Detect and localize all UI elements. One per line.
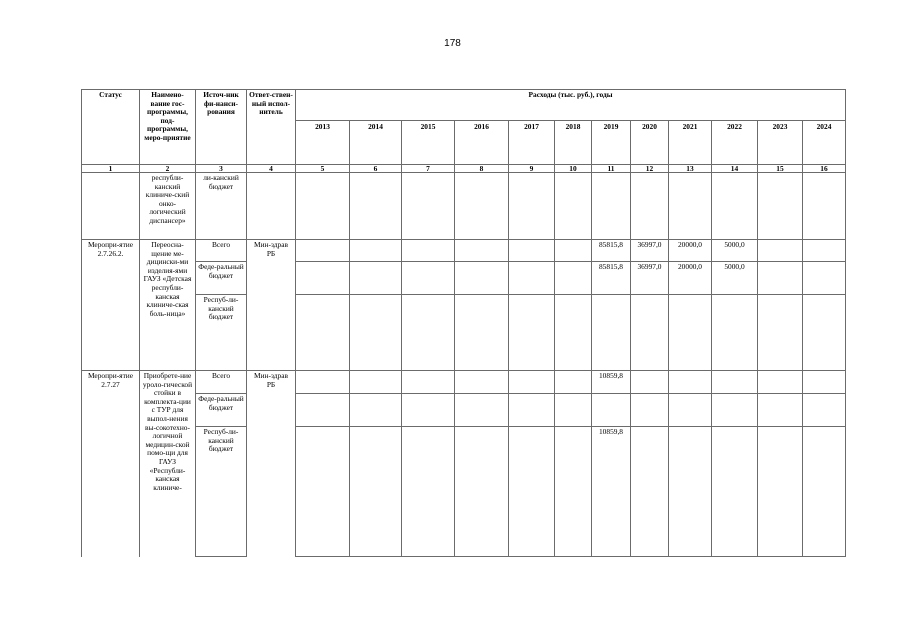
value-cell — [592, 295, 631, 371]
year-2020: 2020 — [631, 121, 669, 165]
value-cell — [509, 427, 555, 557]
value-cell — [296, 427, 350, 557]
year-2024: 2024 — [803, 121, 846, 165]
value-cell — [402, 427, 455, 557]
value-cell — [350, 427, 402, 557]
value-cell — [712, 427, 758, 557]
value-cell — [631, 295, 669, 371]
year-2023: 2023 — [758, 121, 803, 165]
name-cell: республи-канский клиниче-ский онко-логический диспансер» — [140, 173, 196, 240]
value-cell — [350, 173, 402, 240]
value-cell — [509, 173, 555, 240]
source-cell: Всего — [196, 371, 247, 394]
header-source: Источ-ник фи-нанси-рования — [196, 90, 247, 165]
value-cell — [758, 295, 803, 371]
event-2-7-27-republic-row — [82, 427, 846, 557]
value-cell — [350, 371, 402, 394]
value-cell — [555, 371, 592, 394]
source-cell: Феде-ральный бюджет — [196, 394, 247, 427]
value-cell — [631, 371, 669, 394]
value-cell — [509, 240, 555, 262]
column-number: 6 — [350, 165, 402, 173]
value-cell — [631, 427, 669, 557]
column-number: 1 — [82, 165, 140, 173]
value-cell — [296, 394, 350, 427]
value-cell — [296, 262, 350, 295]
value-cell — [758, 240, 803, 262]
column-number: 7 — [402, 165, 455, 173]
status-cell: Меропри-ятие 2.7.27 — [82, 371, 140, 557]
value-cell — [455, 394, 509, 427]
value-cell — [350, 240, 402, 262]
value-cell — [592, 173, 631, 240]
value-cell — [455, 262, 509, 295]
value-cell: 5000,0 — [712, 262, 758, 295]
value-cell — [669, 295, 712, 371]
value-cell — [296, 240, 350, 262]
source-cell: Всего — [196, 240, 247, 262]
executor-cell: Мин-здрав РБ — [247, 371, 296, 557]
value-cell — [712, 295, 758, 371]
year-2016: 2016 — [455, 121, 509, 165]
column-number: 16 — [803, 165, 846, 173]
value-cell: 5000,0 — [712, 240, 758, 262]
value-cell — [455, 371, 509, 394]
value-cell — [758, 262, 803, 295]
value-cell — [669, 371, 712, 394]
value-cell — [669, 427, 712, 557]
value-cell — [712, 371, 758, 394]
value-cell — [631, 394, 669, 427]
value-cell — [455, 427, 509, 557]
value-cell — [592, 394, 631, 427]
column-number: 5 — [296, 165, 350, 173]
value-cell: 10859,8 — [592, 427, 631, 557]
value-cell — [803, 240, 846, 262]
executor-cell — [247, 173, 296, 240]
value-cell — [509, 371, 555, 394]
value-cell — [669, 394, 712, 427]
column-number-row — [82, 165, 846, 173]
value-cell — [350, 262, 402, 295]
budget-table — [81, 89, 846, 557]
name-cell: Переосна-щение ме-дицински-ми изделия-ями ГАУЗ «Детская республи-канская клиниче-ская боль-ница» — [140, 240, 196, 371]
value-cell: 85815,8 — [592, 262, 631, 295]
value-cell — [296, 295, 350, 371]
value-cell — [631, 173, 669, 240]
value-cell — [296, 173, 350, 240]
source-cell: Респуб-ли-канский бюджет — [196, 427, 247, 557]
column-number: 3 — [196, 165, 247, 173]
value-cell — [455, 295, 509, 371]
column-number: 15 — [758, 165, 803, 173]
name-cell: Приобрете-ние уроло-гической стойки в комплекта-ции с ТУР для выпол-нения вы-сокотехно-логичной медицин-ской помо-щи для ГАУЗ «Республи-канская клиниче- — [140, 371, 196, 557]
header-name: Наимено-вание гос-программы, под-программы, меро-приятие — [140, 90, 196, 165]
event-2-7-26-2-republic-row — [82, 295, 846, 371]
value-cell — [402, 262, 455, 295]
status-cell: Меропри-ятие 2.7.26.2. — [82, 240, 140, 371]
year-2014: 2014 — [350, 121, 402, 165]
column-number: 10 — [555, 165, 592, 173]
value-cell — [350, 295, 402, 371]
column-number: 2 — [140, 165, 196, 173]
value-cell — [758, 173, 803, 240]
value-cell: 36997,0 — [631, 240, 669, 262]
value-cell — [758, 371, 803, 394]
value-cell — [758, 427, 803, 557]
value-cell — [402, 240, 455, 262]
value-cell: 85815,8 — [592, 240, 631, 262]
value-cell — [509, 295, 555, 371]
value-cell — [402, 371, 455, 394]
column-number: 11 — [592, 165, 631, 173]
value-cell: 20000,0 — [669, 240, 712, 262]
value-cell — [555, 173, 592, 240]
header-expenses: Расходы (тыс. руб.), годы — [296, 90, 846, 121]
column-number: 9 — [509, 165, 555, 173]
source-cell: ли-канский бюджет — [196, 173, 247, 240]
value-cell — [555, 427, 592, 557]
value-cell — [509, 394, 555, 427]
value-cell: 20000,0 — [669, 262, 712, 295]
value-cell — [803, 295, 846, 371]
header-status: Статус — [82, 90, 140, 165]
column-number: 14 — [712, 165, 758, 173]
year-2022: 2022 — [712, 121, 758, 165]
page-number: 178 — [444, 38, 461, 49]
value-cell — [712, 173, 758, 240]
header-row-1 — [82, 90, 846, 121]
column-number: 13 — [669, 165, 712, 173]
value-cell — [402, 394, 455, 427]
value-cell — [350, 394, 402, 427]
year-2013: 2013 — [296, 121, 350, 165]
value-cell: 10859,8 — [592, 371, 631, 394]
value-cell — [803, 262, 846, 295]
value-cell — [455, 173, 509, 240]
value-cell — [803, 371, 846, 394]
value-cell — [555, 262, 592, 295]
executor-cell: Мин-здрав РБ — [247, 240, 296, 371]
value-cell — [402, 173, 455, 240]
event-2-7-27-total-row — [82, 371, 846, 394]
value-cell — [803, 427, 846, 557]
status-cell — [82, 173, 140, 240]
value-cell — [669, 173, 712, 240]
event-2-7-27-federal-row — [82, 394, 846, 427]
event-2-7-26-2-total-row — [82, 240, 846, 262]
event-2-7-26-2-federal-row — [82, 262, 846, 295]
year-2021: 2021 — [669, 121, 712, 165]
value-cell — [803, 394, 846, 427]
value-cell — [455, 240, 509, 262]
value-cell — [509, 262, 555, 295]
source-cell: Респуб-ли-канский бюджет — [196, 295, 247, 371]
value-cell — [555, 295, 592, 371]
source-cell: Феде-ральный бюджет — [196, 262, 247, 295]
value-cell — [402, 295, 455, 371]
value-cell: 36997,0 — [631, 262, 669, 295]
continuation-row — [82, 173, 846, 240]
year-2017: 2017 — [509, 121, 555, 165]
header-executor: Ответ-ствен-ный испол-нитель — [247, 90, 296, 165]
value-cell — [803, 173, 846, 240]
year-2015: 2015 — [402, 121, 455, 165]
value-cell — [758, 394, 803, 427]
year-2019: 2019 — [592, 121, 631, 165]
column-number: 12 — [631, 165, 669, 173]
column-number: 4 — [247, 165, 296, 173]
year-2018: 2018 — [555, 121, 592, 165]
value-cell — [712, 394, 758, 427]
column-number: 8 — [455, 165, 509, 173]
value-cell — [555, 394, 592, 427]
value-cell — [296, 371, 350, 394]
value-cell — [555, 240, 592, 262]
